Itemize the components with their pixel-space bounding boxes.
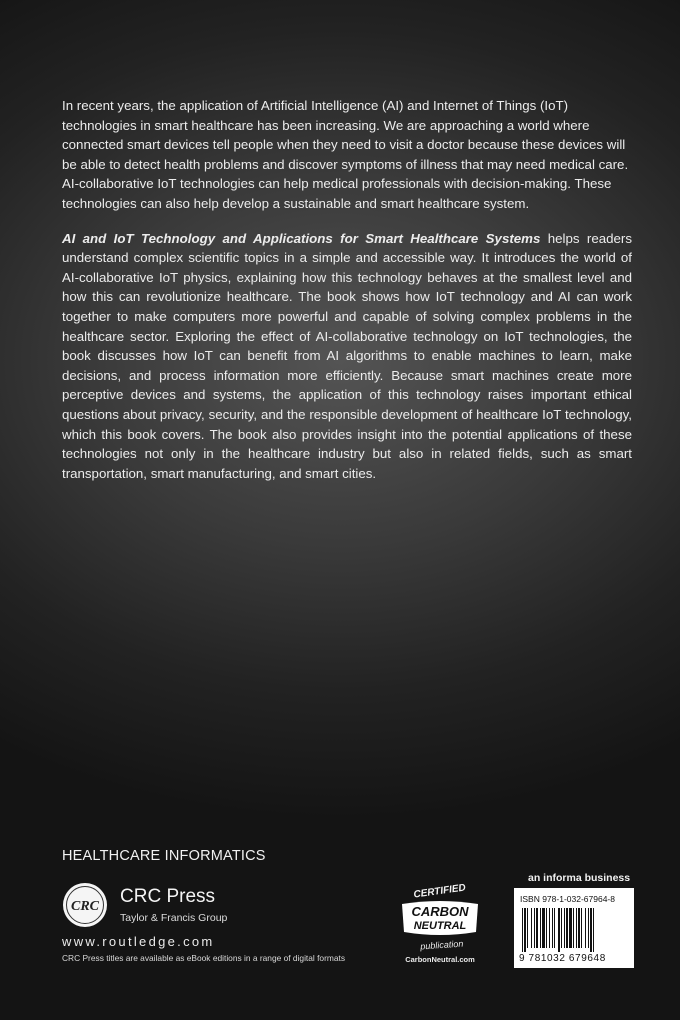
barcode-bar (590, 908, 592, 952)
isbn-barcode (514, 888, 634, 968)
carbon-neutral-word: NEUTRAL (413, 920, 467, 932)
barcode-bar (527, 908, 528, 948)
barcode-bar (573, 908, 574, 948)
barcode-bar (581, 908, 582, 948)
blurb-paragraph-1: In recent years, the application of Artificial Intelligence (AI) and Internet of Things (IoT) technologies in smart healthcare has been increasing. We are approaching a world where connected smart devices tell people when they need to visit a doctor because these devices will be able to detect health problems and discover symptoms of illness that may need medical care. AI-collaborative IoT technologies can help medical professionals with decision-making. These technologies can also help develop a sustainable and smart healthcare system. (62, 98, 629, 211)
barcode-bar (536, 908, 538, 948)
barcode-bar (569, 908, 572, 948)
barcode-bar (585, 908, 586, 948)
barcode-bar (554, 908, 555, 948)
barcode-bar (540, 908, 541, 948)
barcode-bar (522, 908, 523, 952)
blurb-paragraph-2-text: helps readers understand complex scientific topics in a simple and accessible way. It introduces the world of AI-collaborative IoT physics, explaining how this technology behaves at the smallest level and how this can revolutionize healthcare. The book shows how IoT technology and AI can work together to make computers more powerful and capable of solving complex problems in the healthcare sector. Exploring the effect of AI-collaborative technology on IoT technologies, the book discusses how IoT can benefit from AI algorithms to enable machines to learn, make decisions, and process information more efficiently. Because smart machines create more perceptive devices and systems, the application of this technology raises important ethical questions about privacy, security, and the responsible development of healthcare IoT technology, which this book covers. The book also provides insight into the potential applications of these technologies not only in the healthcare industry but also in related fields, such as smart transportation, smart manufacturing, and smart cities. (62, 230, 632, 481)
barcode-bar (566, 908, 568, 948)
barcode-bar (576, 908, 577, 948)
isbn-number: ISBN 978-1-032-67964-8 (520, 894, 615, 904)
ebook-note: CRC Press titles are available as eBook editions in a range of digital formats (62, 953, 346, 963)
back-cover-blurb (62, 96, 632, 498)
barcode-digits: 9 781032 679648 (519, 953, 606, 964)
publisher-name: CRC Press (120, 886, 216, 907)
barcode-bar (558, 908, 560, 952)
crc-logo-icon (62, 882, 108, 928)
publisher-website[interactable]: www.routledge.com (62, 934, 215, 949)
carbon-publication: publication (419, 938, 464, 952)
book-title: AI and IoT Technology and Applications for Smart Healthcare Systems (62, 230, 541, 246)
blurb-paragraph-2 (62, 229, 632, 484)
barcode-bar (549, 908, 550, 948)
informa-tagline: an informa business (528, 872, 631, 884)
carbon-neutral-badge-icon (396, 870, 484, 966)
barcode-bar (546, 908, 547, 948)
barcode-bar (524, 908, 526, 952)
barcode-bar (552, 908, 553, 948)
series-name: HEALTHCARE INFORMATICS (62, 848, 266, 864)
carbon-certified: CERTIFIED (412, 882, 467, 901)
barcode-bar (534, 908, 535, 948)
barcode-bar (564, 908, 565, 948)
barcode-bar (542, 908, 545, 948)
barcode-bars-icon (518, 908, 630, 952)
barcode-bar (588, 908, 589, 948)
publisher-group: Taylor & Francis Group (120, 912, 228, 924)
barcode-bar (531, 908, 532, 948)
barcode-bar (561, 908, 562, 948)
crc-logo-text: CRC (70, 899, 100, 914)
barcode-bar (593, 908, 594, 952)
carbon-site: CarbonNeutral.com (405, 955, 475, 964)
barcode-bar (578, 908, 580, 948)
carbon-word: CARBON (411, 904, 469, 919)
